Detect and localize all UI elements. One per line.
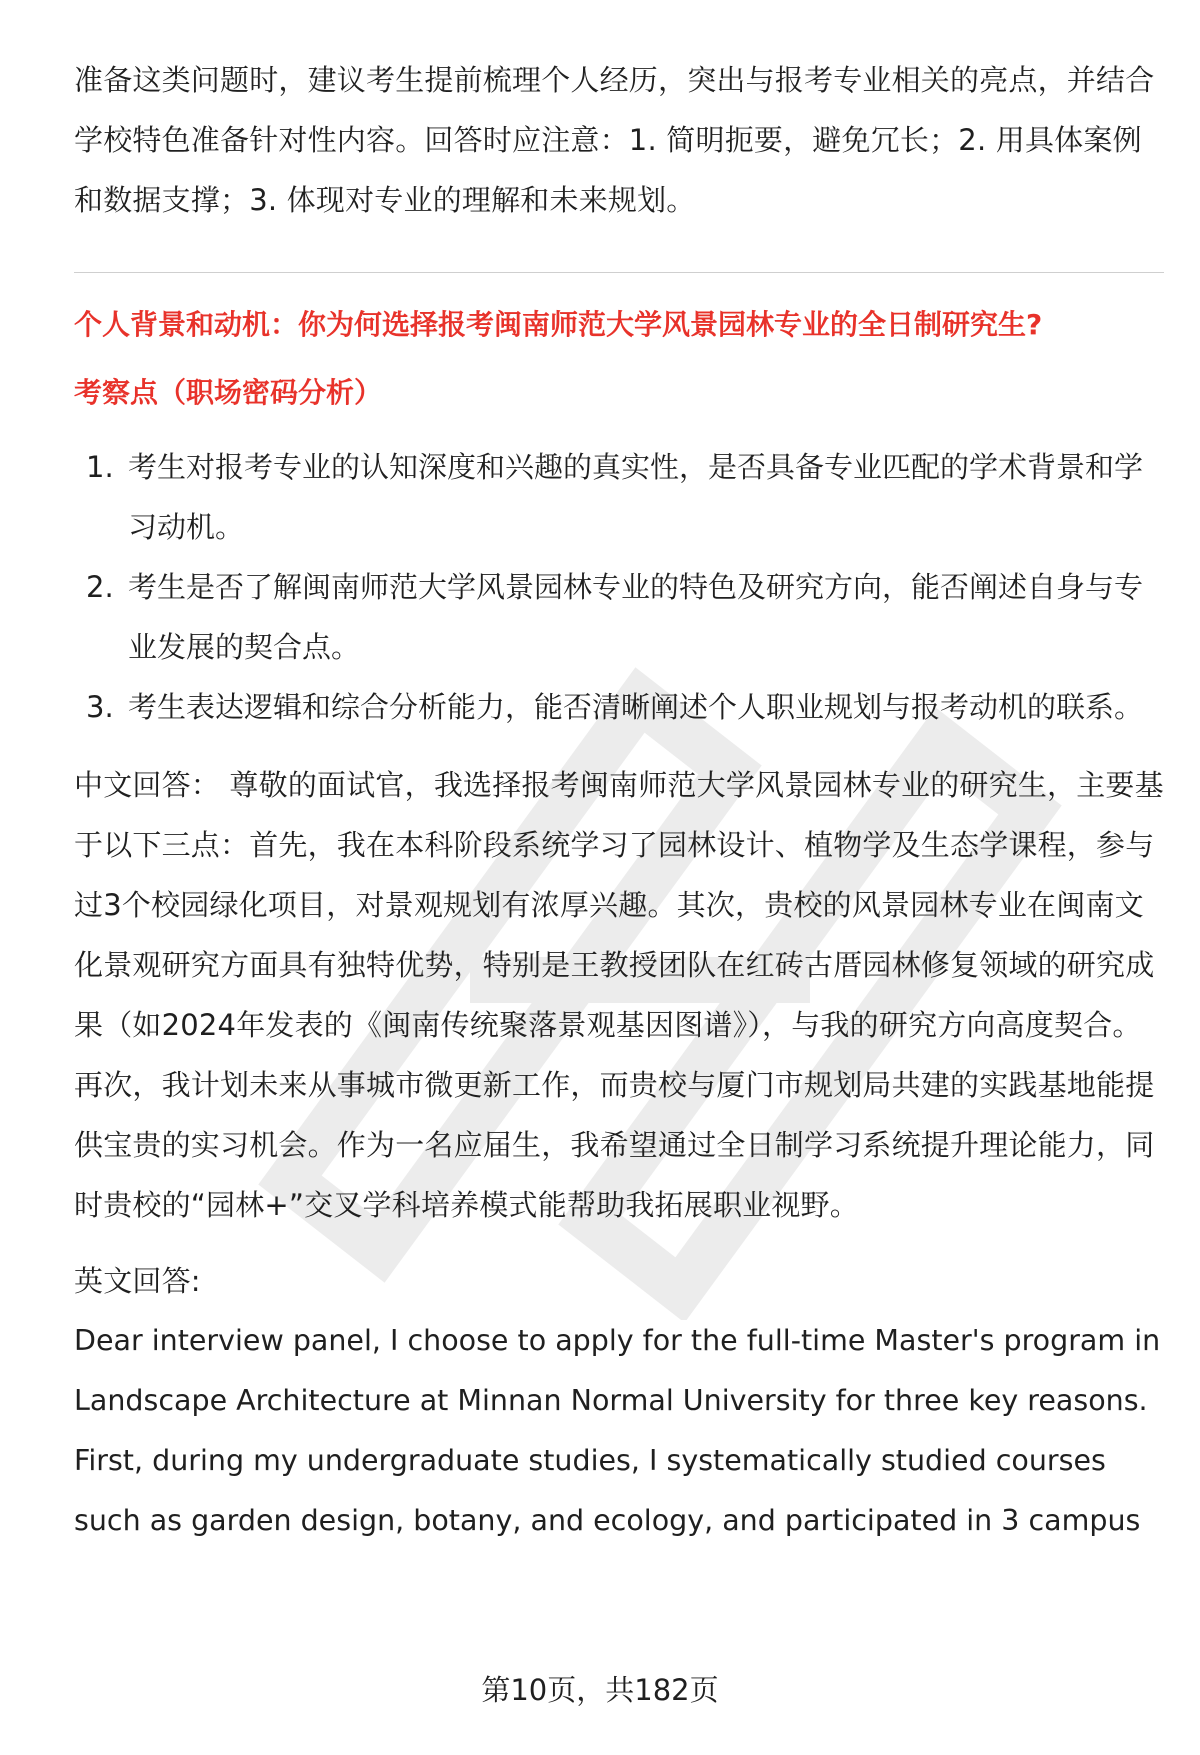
list-item-text: 考生对报考专业的认知深度和兴趣的真实性，是否具备专业匹配的学术背景和学习动机。 — [128, 450, 1144, 544]
list-item — [74, 677, 1164, 737]
list-item-number: 3. — [86, 690, 114, 724]
english-answer: Dear interview panel, I choose to apply for the full-time Master's program in Landscape Architecture at Minnan Normal University for three key reasons. First, during my undergraduate studies, I systematically studied courses such as garden design, botany, and ecology, and participated in 3 campus — [74, 1324, 1161, 1537]
question-heading: 个人背景和动机：你为何选择报考闽南师范大学风景园林专业的全日制研究生? — [74, 308, 1043, 341]
list-item-number: 2. — [86, 570, 114, 604]
points-list — [74, 437, 1164, 737]
english-answer-label: 英文回答: — [74, 1264, 201, 1298]
page-footer: 第10页，共182页 — [481, 1673, 719, 1707]
list-item-text: 考生表达逻辑和综合分析能力，能否清晰阐述个人职业规划与报考动机的联系。 — [128, 690, 1144, 724]
chinese-answer: 中文回答： 尊敬的面试官，我选择报考闽南师范大学风景园林专业的研究生，主要基于以下三点：首先，我在本科阶段系统学习了园林设计、植物学及生态学课程，参与过3个校园绿化项目，对景观规划有浓厚兴趣。其次，贵校的风景园林专业在闽南文化景观研究方面具有独特优势，特别是王教授团队在红砖古厝园林修复领域的研究成果（如2024年发表的《闽南传统聚落景观基因图谱》），与我的研究方向高度契合。再次，我计划未来从事城市微更新工作，而贵校与厦门市规划局共建的实践基地能提供宝贵的实习机会。作为一名应届生，我希望通过全日制学习系统提升理论能力，同时贵校的“园林+”交叉学科培养模式能帮助我拓展职业视野。 — [74, 768, 1164, 1222]
section-divider — [74, 272, 1164, 273]
list-item — [74, 557, 1164, 677]
points-heading: 考察点（职场密码分析） — [74, 376, 383, 409]
intro-paragraph: 准备这类问题时，建议考生提前梳理个人经历，突出与报考专业相关的亮点，并结合学校特色准备针对性内容。回答时应注意：1. 简明扼要，避免冗长；2. 用具体案例和数据支撑；3. 体现对专业的理解和未来规划。 — [74, 63, 1155, 217]
document-page — [74, 50, 1164, 1551]
list-item-text: 考生是否了解闽南师范大学风景园林专业的特色及研究方向，能否阐述自身与专业发展的契合点。 — [128, 570, 1144, 664]
list-item-number: 1. — [86, 450, 114, 484]
list-item — [74, 437, 1164, 557]
